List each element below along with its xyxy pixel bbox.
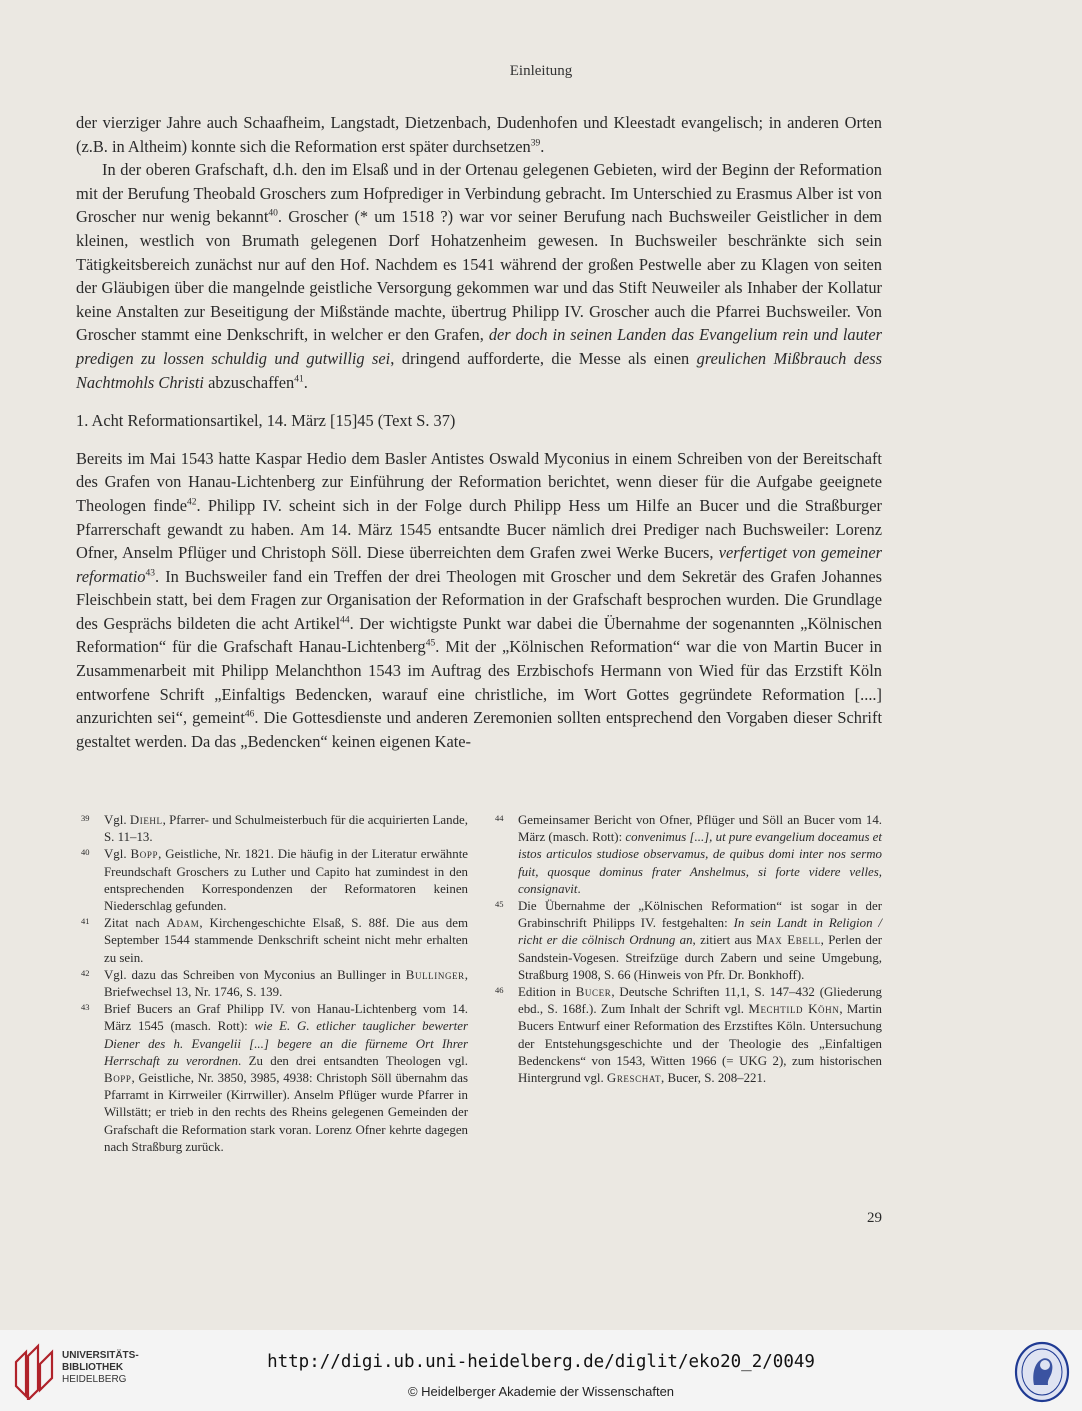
footnote-ref-41[interactable]: 41 [294,374,304,385]
footnote-ref-42[interactable]: 42 [187,497,197,508]
footnote-ref-43[interactable]: 43 [145,568,156,579]
page-number: 29 [867,1210,882,1226]
ub-logo-text: UNIVERSITÄTS- BIBLIOTHEK HEIDELBERG [62,1350,139,1385]
viewer-footer [0,1330,1082,1411]
footnote-43: 43 Brief Bucers an Graf Philipp IV. von Hanau-Lichtenberg vom 14. März 1545 (masch. Rott): wie E. G. etlicher tauglicher bewerter Diener des h. Evangelii [...] begere an die fürneme Ort Ihrer Herrschaft zu verordnen. Zu den drei entsandten Theologen vgl. Bopp, Geistliche, Nr. 3850, 3985, 4938: Christoph Söll übernahm das Pfarramt in Kirrweiler (Kirrwiller). Anselm Pflüger wurde Pfarrer in Willstätt; er trieb in den rechts des Rheins gelegenen Gemeinden der Grafschaft die Reformation stark voran. Lorenz Ofner kehrte dagegen nach Straßburg zurück. [81,1002,468,1154]
footnotes-left-column [76,812,468,1156]
footnote-ref-46[interactable]: 46 [244,709,255,720]
footnote-39: 39 Vgl. Diehl, Pfarrer- und Schulmeisterbuch für die acquirierten Lande, S. 11–13. [81,813,468,845]
footnote-ref-40[interactable]: 40 [268,208,278,219]
footnote-45: 45 Die Übernahme der „Kölnischen Reformation“ ist sogar in der Grabinschrift Philipps IV. festgehalten: In sein Landt in Religion / richt er die cölnisch Ordnung an, zitiert aus Max Ebell, Perlen der Sandstein-Vogesen. Streifzüge durch Zabern und seine Umgebung, Straßburg 1908, S. 66 (Hinweis von Pfr. Dr. Bonkhoff). [495,899,882,982]
paragraph-2: In der oberen Grafschaft, d.h. den im Elsaß und in der Ortenau gelegenen Gebieten, wird der Beginn der Reformation mit der Berufung Theobald Groschers zum Hofprediger in Verbindung gebracht. Im Unterschied zu Erasmus Alber ist von Groscher nur wenig bekannt$^{40}$. Groscher (* um 1518 ?) war vor seiner Berufung nach Buchsweiler Geistlicher in dem kleinen, westlich von Brumath gelegenen Dorf Hohatzenheim gewesen. In Buchsweiler beschränkte sich sein Tätigkeitsbereich zunächst nur auf den Hof. Nachdem es 1541 während der großen Pestwelle aber zu Klagen von seiten der Gläubigen über die mangelnde geistliche Versorgung gekommen war und das Stift Neuweiler als Inhaber der Kollatur keine Anstalten zur Beseitigung der Mißstände machte, übertrug Philipp IV. Groscher auch die Pfarrei Buchsweiler. Von Groscher stammt eine Denkschrift, in welcher er den Grafen, der doch in seinen Landen das Evangelium rein und lauter predigen zu lossen schuldig und gutwillig sei, dringend aufforderte, die Messe als einen greulichen Mißbrauch dess Nachtmohls Christi abzuschaffen$^{41}$. [76,160,883,392]
footnote-41: 41 Zitat nach Adam, Kirchengeschichte Elsaß, S. 88f. Die aus dem September 1544 stammende Denkschrift scheint nicht mehr erhalten zu sein. [81,916,468,965]
paragraph-3: Bereits im Mai 1543 hatte Kaspar Hedio dem Basler Antistes Oswald Myconius in einem Schreiben von der Bereitschaft des Grafen von Hanau-Lichtenberg zur Einführung der Reformation berichtet, wenn dieser für die Aufgabe geeignete Theologen finde$^{42}$. Philipp IV. scheint sich in der Folge durch Philipp Hess um Hilfe an Bucer und die Straßburger Pfarrerschaft gewandt zu haben. Am 14. März 1545 entsandte Bucer nämlich drei Prediger nach Buchsweiler: Lorenz Ofner, Anselm Pflüger und Christoph Söll. Diese überreichten dem Grafen zwei Werke Bucers, verfertiget von gemeiner reformatio$^{43}$. In Buchsweiler fand ein Treffen der drei Theologen mit Groscher und dem Sekretär des Grafen Johannes Fleischbein statt, bei dem Fragen zur Organisation der Reformation in der Grafschaft besprochen wurden. Die Grundlage des Gesprächs bildeten die acht Artikel$^{44}$. Der wichtigste Punkt war dabei die Übernahme der sogenannten „Kölnischen Reformation“ für die Grafschaft Hanau-Lichtenberg$^{45}$. Mit der „Kölnischen Reformation“ war die von Martin Bucer in Zusammenarbeit mit Philipp Melanchthon 1543 im Auftrag des Erzbischofs Hermann von Wied für das Erzstift Köln entworfene Schrift „Einfaltigs Bedencken, warauf eine christliche, im Wort Gottes gegründete Reformation [....] anzurichten sei“, gemeint$^{46}$. Die Gottesdienste und anderen Zeremonien sollten entsprechend den Vorgaben dieser Schrift gestaltet werden. Da das „Bedencken“ keinen eigenen Kate- [76,448,883,751]
footnote-ref-39[interactable]: 39 [530,138,541,149]
paragraph-1: der vierziger Jahre auch Schaafheim, Langstadt, Dietzenbach, Dudenhofen und Kleestadt evangelisch; in anderen Orten (z.B. in Altheim) konnte sich die Reformation erst später durchsetzen$^{39}$. [76,113,882,156]
copyright-notice: © Heidelberger Akademie der Wissenschaften [407,1384,675,1399]
footnotes-right-column [490,812,882,1156]
footnote-ref-44[interactable]: 44 [340,615,350,626]
footnote-42: 42 Vgl. dazu das Schreiben von Myconius an Bullinger in Bullinger, Briefwechsel 13, Nr. 1746, S. 139. [81,967,468,1000]
main-text [76,111,882,753]
footnote-ref-45[interactable]: 45 [425,639,436,649]
section-heading: 1. Acht Reformationsartikel, 14. März [15]45 (Text S. 37) [76,411,456,431]
footnote-44: 44 Gemeinsamer Bericht von Ofner, Pflüger und Söll an Bucer vom 14. März (masch. Rott): convenimus [...], ut pure evangelium doceamus et istos articulos studiose observamus, de quibus domi inter nos sermo fuit, quosque dominus frater Anshelmus, si forte videre velles, consignavit. [495,813,882,896]
footnotes [76,812,882,1156]
footnote-40: 40 Vgl. Bopp, Geistliche, Nr. 1821. Die häufig in der Literatur erwähnte Freundschaft Groschers zu Luther und Capito hat zumindest in den entsprechenden Korrespondenzen der Reformatoren keinen Niederschlag gefunden. [81,847,468,914]
permalink-url[interactable]: http://digi.ub.uni-heidelberg.de/diglit/eko20_2/0049 [267,1352,815,1372]
footnote-46: 46 Edition in Bucer, Deutsche Schriften 11,1, S. 147–432 (Gliederung ebd., S. 168f.). Zum Inhalt der Schrift vgl. Mechtild Köhn, Martin Bucers Entwurf einer Reformation des Erzstiftes Köln. Untersuchung der Entstehungsgeschichte und der Theologie des „Einfaltigen Bedenckens“ von 1543, Witten 1966 (= UKG 2), zum historischen Hintergrund vgl. Greschat, Bucer, S. 208–221. [495,985,882,1086]
running-header: Einleitung [509,63,573,79]
academy-seal-icon[interactable] [1014,1341,1070,1403]
